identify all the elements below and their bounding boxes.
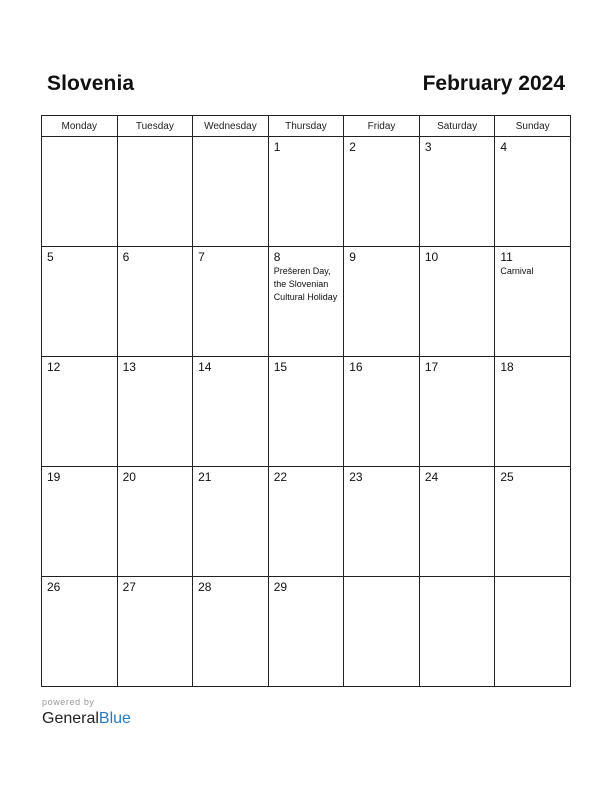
week-row — [42, 137, 571, 247]
day-number: 6 — [122, 250, 130, 264]
day-number: 3 — [424, 140, 432, 154]
day-cell — [419, 247, 495, 357]
weekday-header: Tuesday — [117, 116, 193, 137]
day-cell — [268, 467, 344, 577]
day-cell — [344, 357, 420, 467]
day-cell — [42, 137, 118, 247]
week-row — [42, 577, 571, 687]
day-cell — [344, 577, 420, 687]
day-number: 13 — [122, 360, 136, 374]
day-number: 4 — [500, 140, 508, 154]
day-number: 12 — [47, 360, 61, 374]
day-cell — [495, 357, 571, 467]
generalblue-logo[interactable] — [42, 709, 131, 729]
day-cell — [495, 577, 571, 687]
day-cell — [419, 357, 495, 467]
brand-general: General — [42, 710, 99, 727]
day-number: 18 — [500, 360, 514, 374]
weekday-header: Wednesday — [193, 116, 269, 137]
day-cell — [117, 137, 193, 247]
day-number: 29 — [273, 580, 288, 594]
weekday-header-row — [42, 116, 571, 137]
page-title-month: February 2024 — [422, 72, 565, 95]
day-cell — [344, 467, 420, 577]
day-cell — [42, 467, 118, 577]
day-cell — [268, 247, 344, 357]
holiday-label: Prešeren Day, the Slovenian Cultural Holiday — [273, 266, 338, 302]
day-number: 15 — [273, 360, 288, 374]
day-cell — [344, 247, 420, 357]
day-cell — [495, 137, 571, 247]
day-number: 16 — [349, 360, 363, 374]
day-cell — [268, 137, 344, 247]
day-number: 7 — [198, 250, 205, 264]
day-cell — [42, 577, 118, 687]
page-title-country: Slovenia — [47, 72, 135, 95]
day-cell — [495, 247, 571, 357]
day-cell — [419, 137, 495, 247]
weekday-header: Saturday — [419, 116, 495, 137]
day-cell — [117, 467, 193, 577]
day-cell — [419, 467, 495, 577]
day-cell — [268, 357, 344, 467]
footer — [42, 697, 131, 729]
day-cell — [344, 137, 420, 247]
day-cell — [42, 357, 118, 467]
day-number: 19 — [47, 470, 61, 484]
day-number: 26 — [47, 580, 61, 594]
weekday-header: Sunday — [495, 116, 571, 137]
day-cell — [117, 577, 193, 687]
day-cell — [193, 247, 269, 357]
day-number: 1 — [273, 140, 281, 154]
day-number: 14 — [198, 360, 212, 374]
week-row — [42, 247, 571, 357]
day-number: 2 — [349, 140, 356, 154]
day-number: 25 — [500, 470, 514, 484]
day-number: 24 — [424, 470, 439, 484]
holiday-label: Carnival — [500, 266, 534, 276]
day-cell — [193, 137, 269, 247]
day-cell — [193, 467, 269, 577]
day-number: 11 — [500, 250, 513, 264]
day-cell — [495, 467, 571, 577]
day-number: 23 — [349, 470, 363, 484]
week-row — [42, 467, 571, 577]
day-cell — [117, 357, 193, 467]
brand-blue: Blue — [98, 710, 131, 727]
day-cell — [419, 577, 495, 687]
day-number: 10 — [424, 250, 439, 264]
powered-by-label: powered by — [42, 697, 95, 707]
day-number: 21 — [198, 470, 212, 484]
day-number: 20 — [122, 470, 136, 484]
day-cell — [117, 247, 193, 357]
day-number: 5 — [47, 250, 54, 264]
day-number: 27 — [122, 580, 136, 594]
weekday-header: Friday — [344, 116, 420, 137]
day-cell — [193, 357, 269, 467]
day-cell — [193, 577, 269, 687]
day-number: 8 — [273, 250, 281, 264]
weekday-header: Thursday — [268, 116, 344, 137]
day-number: 9 — [349, 250, 356, 264]
day-number: 17 — [424, 360, 439, 374]
day-number: 22 — [273, 470, 288, 484]
week-row — [42, 357, 571, 467]
weekday-header: Monday — [42, 116, 118, 137]
day-number: 28 — [198, 580, 212, 594]
calendar-grid — [41, 115, 571, 687]
day-cell — [42, 247, 118, 357]
day-cell — [268, 577, 344, 687]
